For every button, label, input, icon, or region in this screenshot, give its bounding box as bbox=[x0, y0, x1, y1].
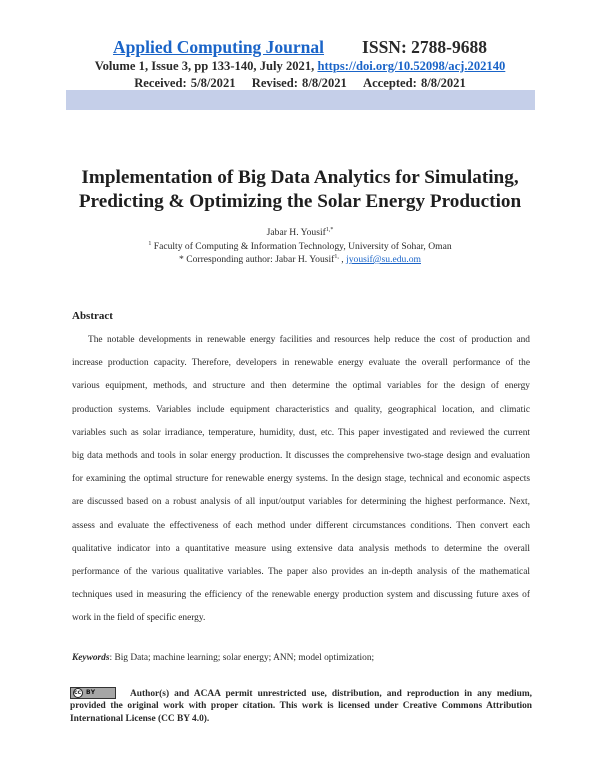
corresponding-author bbox=[0, 254, 600, 265]
license-line: International License (CC BY 4.0). bbox=[70, 713, 210, 724]
accepted-date: Accepted: 8/8/2021 bbox=[363, 76, 466, 90]
abstract-heading: Abstract bbox=[72, 310, 113, 322]
volume-text: Volume 1, Issue 3, pp 133-140, July 2021, bbox=[94, 59, 318, 73]
volume-info bbox=[0, 59, 600, 74]
title-line: Implementation of Big Data Analytics for Simulating, bbox=[81, 167, 519, 188]
license-notice bbox=[70, 688, 532, 725]
abstract-line: various equipment, methods, and structure and then determine the optimal variables for the design of energy bbox=[72, 381, 530, 392]
journal-name-link[interactable]: Applied Computing Journal bbox=[113, 37, 325, 57]
publication-dates bbox=[0, 76, 600, 91]
abstract-body bbox=[72, 329, 530, 631]
affiliation-text: Faculty of Computing & Information Technology, University of Sohar, Oman bbox=[153, 241, 452, 253]
abstract-line: assess and evaluate the effectiveness of each method under different circumstances conditions. Then convert each bbox=[72, 520, 530, 531]
abstract-line: qualitative indicator into a quantitative measure using extensive data analysis methods to determine the overall bbox=[72, 543, 530, 554]
abstract-line: work in the field of specific energy. bbox=[72, 613, 206, 624]
journal-header bbox=[0, 37, 600, 58]
received-date: Received: 5/8/2021 bbox=[134, 76, 236, 90]
abstract-line: techniques used in measuring the efficiency of the renewable energy production system and discussing future axes of bbox=[72, 590, 530, 601]
title-line: Predicting & Optimizing the Solar Energy Production bbox=[78, 191, 522, 212]
keywords bbox=[72, 653, 530, 663]
keywords-label: Keywords bbox=[72, 653, 110, 663]
author-superscript: 1,* bbox=[325, 227, 334, 233]
abstract-line: increase production capacity. Therefore, developers in renewable energy evaluate the overall performance of the bbox=[72, 358, 530, 369]
license-text: Author(s) and ACAA permit unrestricted use, distribution, and reproduction in any medium, bbox=[130, 689, 532, 700]
abstract-line: performance of the various qualitative variables. The paper also provides an in-depth analysis of the mathematical bbox=[72, 567, 530, 578]
issn: ISSN: 2788-9688 bbox=[362, 37, 487, 57]
abstract-line: The notable developments in renewable energy facilities and resources help reduce the cost of production and bbox=[88, 335, 530, 345]
creative-commons-icon: cc bbox=[74, 689, 82, 696]
corresponding-separator: , bbox=[338, 254, 347, 266]
affiliation-line bbox=[0, 241, 600, 252]
keywords-colon: : bbox=[109, 653, 113, 663]
email-link[interactable]: jyousif@su.edu.om bbox=[346, 254, 421, 266]
license-line: provided the original work with proper citation. This work is licensed under Creative Commons Attribution bbox=[70, 701, 532, 712]
author-name: Jabar H. Yousif bbox=[266, 227, 326, 239]
license-line bbox=[70, 688, 532, 700]
abstract-line: for examining the optimal structure for renewable energy systems. In the design stage, technical and economic aspects bbox=[72, 474, 530, 485]
header-band bbox=[66, 90, 535, 110]
cc-by-badge[interactable] bbox=[70, 687, 116, 699]
keywords-text: Big Data; machine learning; solar energy; ANN; model optimization; bbox=[112, 653, 375, 663]
abstract-line: production systems. Variables include equipment characteristics and quality, geographical location, and climatic bbox=[72, 404, 530, 415]
corresponding-superscript: 1, bbox=[334, 254, 339, 260]
author-line bbox=[0, 227, 600, 238]
abstract-line: are discussed based on a robust analysis of all input/output variables for determining the highest performance. Next, bbox=[72, 497, 530, 508]
doi-link[interactable]: https://doi.org/10.52098/acj.202140 bbox=[317, 59, 506, 73]
corresponding-text: * Corresponding author: Jabar H. Yousif bbox=[179, 254, 335, 266]
abstract-line: variables such as solar irradiance, temperature, humidity, dust, etc. This paper investigated and reviewed the current bbox=[72, 427, 530, 438]
abstract-line: big data methods and tools in solar energy production. It discusses the comprehensive two-stage design and evaluation bbox=[72, 451, 530, 462]
paper-title bbox=[40, 166, 560, 214]
affiliation-superscript: 1 bbox=[148, 241, 152, 247]
revised-date: Revised: 8/8/2021 bbox=[251, 76, 347, 90]
cc-badge-text: BY bbox=[86, 688, 96, 696]
